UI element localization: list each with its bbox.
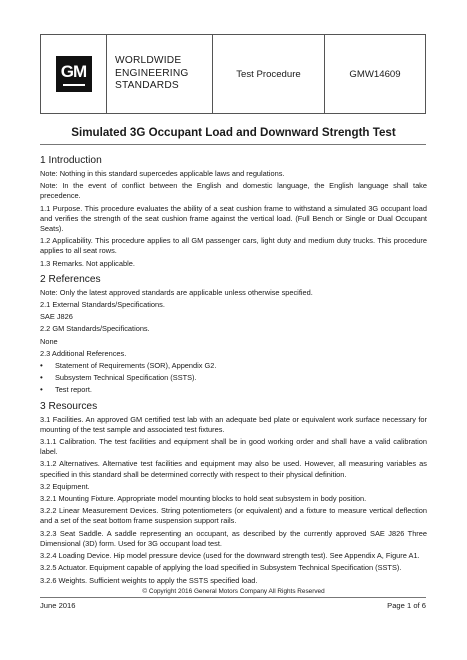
footer-divider — [40, 597, 426, 598]
paragraph: 1.3 Remarks. Not applicable. — [40, 258, 135, 268]
paragraph: 1.1 Purpose. This procedure evaluates the ability of a seat cushion frame to withstand a simulated 3G occupant load and verifies the strength of the seat cushion frame against the vertical load. (Full Bench or Single or Dual Occupant Seats). — [40, 203, 427, 234]
paragraph: 3.2.1 Mounting Fixture. Appropriate model mounting blocks to hold seat subsystem in body position. — [40, 494, 367, 504]
document-header — [40, 34, 426, 114]
list-item: • Test report. — [40, 385, 427, 395]
doc-number: GMW14609 — [349, 68, 401, 80]
paragraph: 1.2 Applicability. This procedure applies to all GM passenger cars, light duty and medium duty trucks. This procedure applies to all seat rows. — [40, 236, 427, 256]
standards-cell — [107, 35, 213, 113]
doc-type: Test Procedure — [213, 35, 325, 113]
standards-line-2: ENGINEERING — [115, 67, 189, 79]
paragraph: 2.3 Additional References. — [40, 348, 127, 358]
paragraph: Note: Nothing in this standard supercedes applicable laws and regulations. — [40, 169, 285, 178]
document-title: Simulated 3G Occupant Load and Downward Strength Test — [71, 126, 396, 139]
paragraph: 3.2.4 Loading Device. Hip model pressure device (used for the downward strength test). See Appendix A, Figure A1. — [40, 551, 420, 561]
section-heading: 3 Resources — [40, 400, 98, 412]
standards-line-3: STANDARDS — [115, 80, 179, 92]
list-item: • Statement of Requirements (SOR), Appendix G2. — [40, 361, 427, 371]
paragraph: Note: Only the latest approved standards are applicable unless otherwise specified. — [40, 287, 313, 297]
page-number: Page 1 of 6 — [387, 601, 426, 610]
list-item: • Subsystem Technical Specification (SSTS). — [40, 373, 427, 383]
gm-logo — [56, 56, 92, 92]
paragraph: 3.2.3 Seat Saddle. A saddle representing an occupant, as described by the currently approved SAE J826 Three Dimensional (3D) form. Used for 3G occupant load test. — [40, 528, 427, 548]
gm-logo-text: GM — [60, 62, 87, 81]
paragraph: 2.1 External Standards/Specifications. — [40, 300, 165, 310]
paragraph: Note: In the event of conflict between the English and domestic language, the English language shall take precedence. — [40, 181, 427, 201]
logo-cell — [41, 35, 107, 113]
gm-logo-underline — [63, 84, 85, 86]
paragraph: 2.2 GM Standards/Specifications. — [40, 324, 150, 334]
paragraph: SAE J826 — [40, 312, 73, 322]
title-divider — [40, 144, 426, 145]
paragraph: 3.2.2 Linear Measurement Devices. String potentiometers (or equivalent) and a fixture to measure vertical deflection and a set of the seat bottom frame suspension support rails. — [40, 506, 427, 526]
paragraph: 3.2 Equipment. — [40, 481, 90, 491]
footer-date: June 2016 — [40, 601, 76, 610]
paragraph: 3.2.6 Weights. Sufficient weights to apply the SSTS specified load. — [40, 575, 258, 585]
document-body — [40, 155, 427, 588]
paragraph: 3.2.5 Actuator. Equipment capable of applying the load specified in Subsystem Technical Specification (SSTS). — [40, 563, 402, 573]
standards-line-1: WORLDWIDE — [115, 55, 182, 67]
paragraph: 3.1 Facilities. An approved GM certified test lab with an adequate bed plate or equivalent work surface necessary for mounting of the test sample and associated test fixtures. — [40, 414, 427, 434]
section-heading: 2 References — [40, 273, 101, 285]
paragraph: 3.1.1 Calibration. The test facilities and equipment shall be in good working order and shall have a valid calibration label. — [40, 437, 427, 457]
paragraph: None — [40, 336, 58, 346]
section-heading: 1 Introduction — [40, 155, 102, 166]
reference-list — [40, 361, 427, 396]
copyright-notice: © Copyright 2016 General Motors Company All Rights Reserved — [142, 588, 325, 595]
paragraph: 3.1.2 Alternatives. Alternative test facilities and equipment may also be used. However, all measuring variables as specified in this standard shall be determined correctly with respect to their physical definition. — [40, 459, 427, 479]
